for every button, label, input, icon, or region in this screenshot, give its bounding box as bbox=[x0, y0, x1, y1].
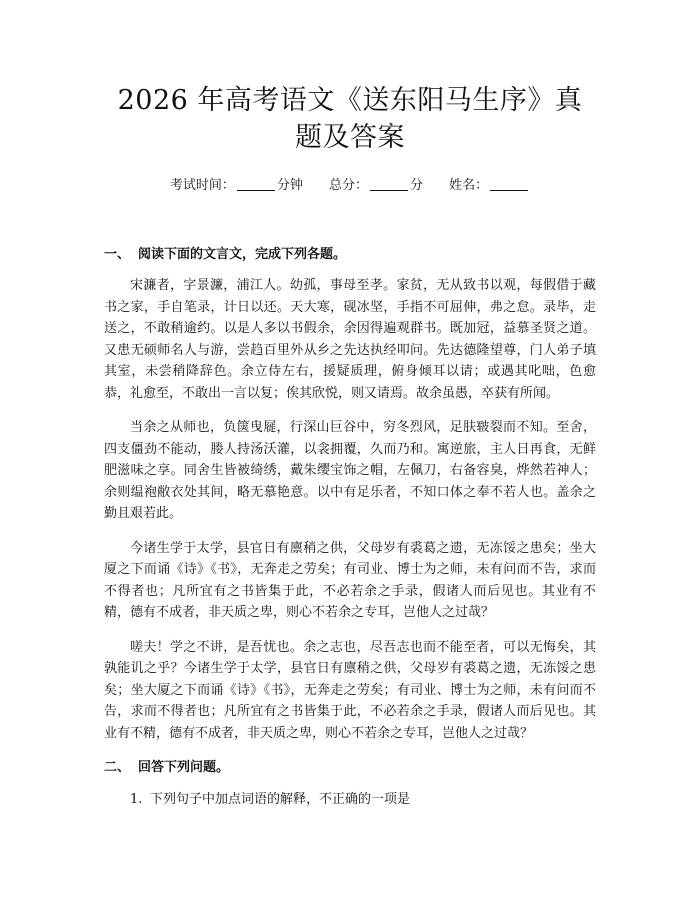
question-1 bbox=[104, 790, 596, 810]
question-text-1: 下列句子中加点词语的解释，不正确的一项是 bbox=[150, 792, 411, 807]
passage-paragraph-3: 今诸生学于太学，县官日有廪稍之供，父母岁有裘葛之遗，无冻馁之患矣；坐大厦之下而诵《诗》《书》，无奔走之劳矣；有司业、博士为之师，未有问而不告，求而不得者也；凡所宜有之书皆集于此，不必若余之手录，假诸人而后见也。其业有不精，德有不成者，非天质之卑，则心不若余之专耳，岂他人之过哉？ bbox=[104, 540, 596, 620]
section-heading-2 bbox=[104, 758, 596, 778]
passage-paragraph-2: 当余之从师也，负箧曳屣，行深山巨谷中，穷冬烈风，足肤皲裂而不知。至舍，四支僵劲不能动，媵人持汤沃灌，以衾拥覆，久而乃和。寓逆旅，主人日再食，无鲜肥滋味之享。同舍生皆被绮绣，戴朱缨宝饰之帽，左佩刀，右备容臭，烨然若神人；余则缊袍敝衣处其间，略无慕艳意。以中有足乐者，不知口体之奉不若人也。盖余之勤且艰若此。 bbox=[104, 420, 596, 521]
section-heading-1 bbox=[104, 245, 596, 265]
section-title-2: 回答下列问题。 bbox=[138, 760, 230, 775]
section-number-2: 二、 bbox=[104, 760, 131, 775]
name-blank bbox=[490, 190, 528, 191]
section-number-1: 一、 bbox=[104, 247, 131, 262]
section-title-1: 阅读下面的文言文，完成下列各题。 bbox=[138, 247, 347, 262]
exam-time-unit: 分钟 bbox=[276, 178, 303, 193]
total-score-label: 总分： bbox=[328, 178, 368, 193]
exam-time-label: 考试时间： bbox=[169, 178, 235, 193]
document-title: 2026 年高考语文《送东阳马生序》真题及答案 bbox=[117, 85, 583, 153]
exam-time-field bbox=[170, 177, 303, 195]
total-score-field bbox=[329, 177, 423, 195]
classical-passage bbox=[104, 275, 596, 744]
name-label: 姓名： bbox=[449, 178, 489, 193]
passage-paragraph-1: 宋濂者，字景濂，浦江人。幼孤，事母至孝。家贫，无从致书以观，每假借于藏书之家，手自笔录，计日以还。天大寒，砚冰坚，手指不可屈伸，弗之怠。录毕，走送之，不敢稍逾约。以是人多以书假余，余因得遍观群书。既加冠，益慕圣贤之道。又患无硕师名人与游，尝趋百里外从乡之先达执经叩问。先达德隆望尊，门人弟子填其室，未尝稍降辞色。余立侍左右，援疑质理，俯身倾耳以请；或遇其叱咄，色愈恭，礼愈至，不敢出一言以复；俟其欣悦，则又请焉。故余虽愚，卒获有所闻。 bbox=[104, 278, 596, 401]
passage-paragraph-4: 嗟夫！学之不讲，是吾忧也。余之志也，尽吾志也而不能至者，可以无悔矣，其孰能讥之乎？今诸生学于太学，县官日有廪稍之供，父母岁有裘葛之遗，无冻馁之患矣；坐大厦之下而诵《诗》《书》，无奔走之劳矣；有司业、博士为之师，未有问而不告，求而不得者也；凡所宜有之书皆集于此，不必若余之手录，假诸人而后见也。其业有不精，德有不成者，非天质之卑，则心不若余之专耳，岂他人之过哉？ bbox=[104, 639, 596, 741]
name-field bbox=[449, 177, 530, 195]
exam-time-blank bbox=[237, 190, 275, 191]
exam-info bbox=[104, 177, 596, 195]
question-number-1: 1. bbox=[130, 792, 143, 807]
total-score-unit: 分 bbox=[410, 178, 424, 193]
total-score-blank bbox=[370, 190, 408, 191]
